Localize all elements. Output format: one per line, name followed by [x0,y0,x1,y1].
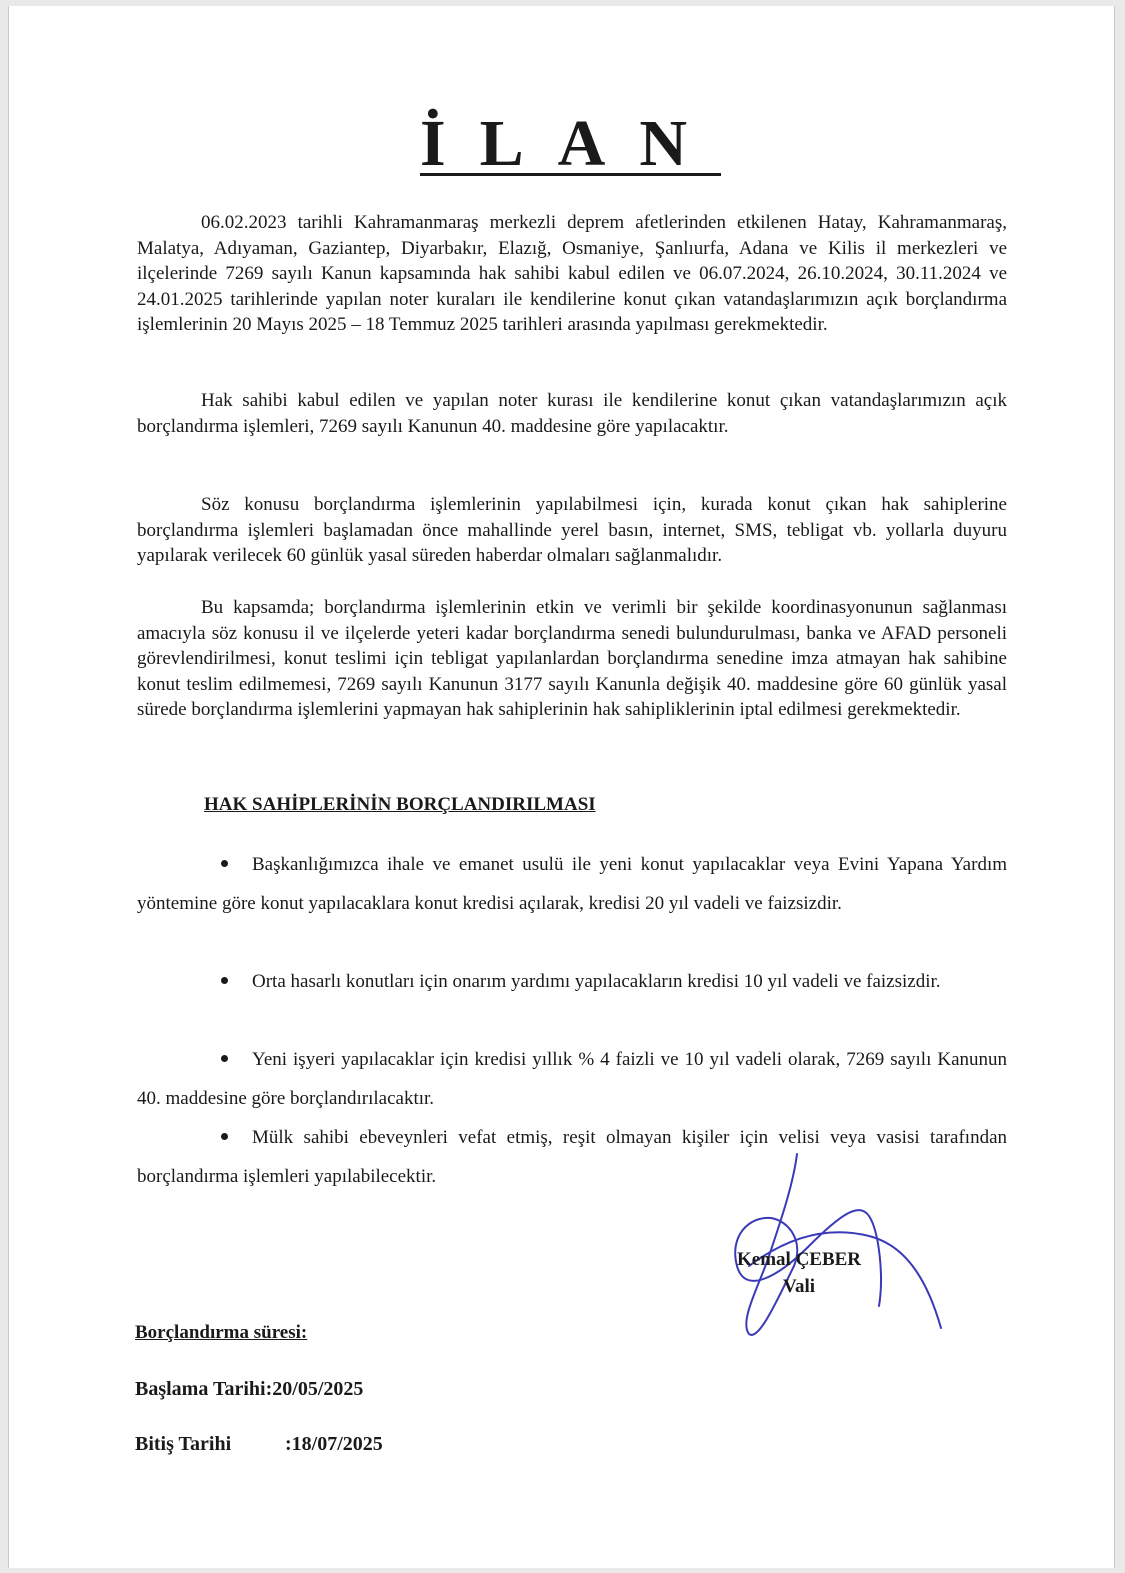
start-date-value: 20/05/2025 [272,1378,364,1400]
bullet-text: Yeni işyeri yapılacaklar için kredisi yıllık % 4 faizli ve 10 yıl vadeli olarak, 7269 sayılı Kanunun 40. maddesine göre borçlandırılacaktır. [137,1049,1007,1109]
bullet-dot-icon [221,1133,228,1140]
start-date-row [135,1378,363,1401]
bullet-text: Mülk sahibi ebeveynleri vefat etmiş, reşit olmayan kişiler için velisi veya vasisi tarafından borçlandırma işlemleri yapılabilecektir. [137,1127,1007,1187]
end-date-row [135,1433,383,1456]
bullet-text: Orta hasarlı konutları için onarım yardımı yapılacakların kredisi 10 yıl vadeli ve faizsizdir. [252,971,941,992]
page-title: İLAN [419,107,722,180]
bullet-item-3 [137,1041,1007,1118]
paragraph-3: Söz konusu borçlandırma işlemlerinin yapılabilmesi için, kurada konut çıkan hak sahiplerine borçlandırma işlemleri başlamadan önce mahallinde yerel basın, internet, SMS, tebligat vb. yollarla duyuru yapılarak verilecek 60 günlük yasal süreden haberdar olmaları sağlanmalıdır. [137,494,1007,566]
bullet-dot-icon [221,977,228,984]
signatory-role: Vali [783,1276,816,1297]
bullet-item-2 [137,963,1007,1002]
bullet-text: Başkanlığımızca ihale ve emanet usulü ile yeni konut yapılacaklar veya Evini Yapana Yardım yöntemine göre konut yapılacaklara konut kredisi açılarak, kredisi 20 yıl vadeli ve faizsizdir. [137,854,1007,914]
bullet-dot-icon [221,860,228,867]
bullet-item-1 [137,846,1007,923]
paragraph-4: Bu kapsamda; borçlandırma işlemlerinin etkin ve verimli bir şekilde koordinasyonunun sağlanması amacıyla söz konusu il ve ilçelerde yeteri kadar borçlandırma senedi bulundurulması, banka ve AFAD personeli görevlendirilmesi, konut teslimi için tebligat yapılanlardan borçlandırma senedine imza atmayan hak sahibine konut teslim edilmemesi, 7269 sayılı Kanunun 3177 sayılı Kanunla değişik 40. maddesine göre 60 günlük yasal sürede borçlandırma işlemlerini yapmayan hak sahiplerinin hak sahipliklerinin iptal edilmesi gerekmektedir. [137,597,1007,720]
signatory-name: Kemal ÇEBER [737,1249,862,1270]
period-heading: Borçlandırma süresi: [135,1322,308,1343]
document-page [8,6,1115,1568]
start-date-label: Başlama Tarihi: [135,1378,273,1400]
paragraph-1: 06.02.2023 tarihli Kahramanmaraş merkezli deprem afetlerinden etkilenen Hatay, Kahramanmaraş, Malatya, Adıyaman, Gaziantep, Diyarbakır, Elazığ, Osmaniye, Şanlıurfa, Adana ve Kilis il merkezleri ve ilçelerinde 7269 sayılı Kanun kapsamında hak sahibi kabul edilen ve 06.07.2024, 26.10.2024, 30.11.2024 ve 24.01.2025 tarihlerinde yapılan noter kuraları ile kendilerine konut çıkan vatandaşlarımızın açık borçlandırma işlemlerinin 20 Mayıs 2025 – 18 Temmuz 2025 tarihleri arasında yapılması gerekmektedir. [137,212,1007,335]
paragraph-2: Hak sahibi kabul edilen ve yapılan noter kurası ile kendilerine konut çıkan vatandaşlarımızın açık borçlandırma işlemleri, 7269 sayılı Kanunun 40. maddesine göre yapılacaktır. [137,390,1007,437]
end-date-value: :18/07/2025 [285,1433,383,1455]
signature-scribble [709,1146,969,1346]
section-heading: HAK SAHİPLERİNİN BORÇLANDIRILMASI [204,794,596,815]
bullet-dot-icon [221,1055,228,1062]
end-date-label: Bitiş Tarihi [135,1433,232,1455]
